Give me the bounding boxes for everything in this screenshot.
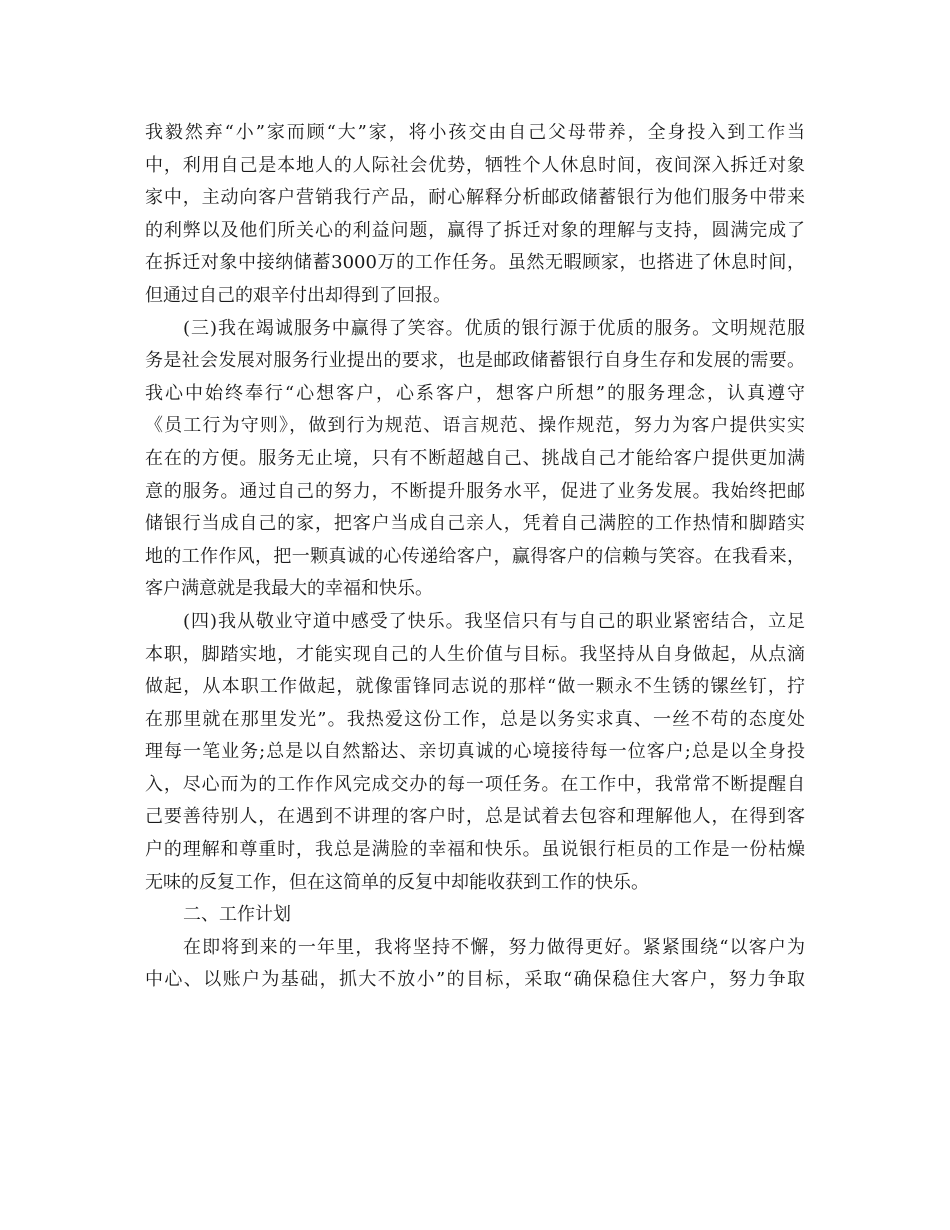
text-line: 在在的方便。服务无止境，只有不断超越自己、挑战自己才能给客户提供更加满 — [145, 447, 805, 469]
text-line: 己要善待别人，在遇到不讲理的客户时，总是试着去包容和理解他人，在得到客 — [145, 806, 805, 828]
text-line: 家中，主动向客户营销我行产品，耐心解释分析邮政储蓄银行为他们服务中带来 — [145, 187, 805, 209]
text-line: 务是社会发展对服务行业提出的要求，也是邮政储蓄银行自身生存和发展的需要。 — [145, 350, 805, 372]
text-line: 《员工行为守则》，做到行为规范、语言规范、操作规范，努力为客户提供实实 — [145, 415, 805, 437]
text-line: 在即将到来的一年里，我将坚持不懈，努力做得更好。紧紧围绕“以客户为 — [183, 936, 805, 958]
text-line: 理每一笔业务;总是以自然豁达、亲切真诚的心境接待每一位客户;总是以全身投 — [145, 741, 805, 763]
text-line: 我心中始终奉行“心想客户，心系客户，想客户所想”的服务理念，认真遵守 — [145, 382, 805, 404]
text-line: 本职，脚踏实地，才能实现自己的人生价值与目标。我坚持从自身做起，从点滴 — [145, 643, 805, 665]
text-line: 意的服务。通过自己的努力，不断提升服务水平，促进了业务发展。我始终把邮 — [145, 480, 805, 502]
text-line: 中，利用自己是本地人的人际社会优势，牺牲个人休息时间，夜间深入拆迁对象 — [145, 154, 805, 176]
text-line: 的利弊以及他们所关心的利益问题，赢得了拆迁对象的理解与支持，圆满完成了 — [145, 219, 805, 241]
text-line: 储银行当成自己的家，把客户当成自己亲人，凭着自己满腔的工作热情和脚踏实 — [145, 513, 805, 535]
text-line: (三)我在竭诚服务中赢得了笑容。优质的银行源于优质的服务。文明规范服 — [183, 317, 805, 339]
text-line: 做起，从本职工作做起，就像雷锋同志说的那样“做一颗永不生锈的镙丝钉，拧 — [145, 676, 805, 698]
text-line: 我毅然弃“小”家而顾“大”家，将小孩交由自己父母带养，全身投入到工作当 — [145, 122, 805, 143]
text-line: 户的理解和尊重时，我总是满脸的幸福和快乐。虽说银行柜员的工作是一份枯燥 — [145, 839, 805, 861]
text-line: 中心、以账户为基础，抓大不放小”的目标，采取“确保稳住大客户，努力争取 — [145, 969, 805, 991]
text-line: 客户满意就是我最大的幸福和快乐。 — [145, 578, 433, 600]
text-line: 地的工作作风，把一颗真诚的心传递给客户，赢得客户的信赖与笑容。在我看来， — [145, 545, 805, 567]
text-line: 在那里就在那里发光”。我热爱这份工作，总是以务实求真、一丝不苟的态度处 — [145, 708, 805, 730]
text-line: (四)我从敬业守道中感受了快乐。我坚信只有与自己的职业紧密结合，立足 — [183, 610, 805, 632]
text-line: 二、工作计划 — [183, 904, 291, 926]
text-line: 但通过自己的艰辛付出却得到了回报。 — [145, 284, 451, 306]
document-body — [145, 117, 805, 997]
text-line: 入，尽心而为的工作作风完成交办的每一项任务。在工作中，我常常不断提醒自 — [145, 773, 805, 795]
text-line: 在拆迁对象中接纳储蓄3000万的工作任务。虽然无暇顾家，也搭进了休息时间， — [145, 252, 805, 274]
text-line: 无味的反复工作，但在这简单的反复中却能收获到工作的快乐。 — [145, 871, 649, 893]
